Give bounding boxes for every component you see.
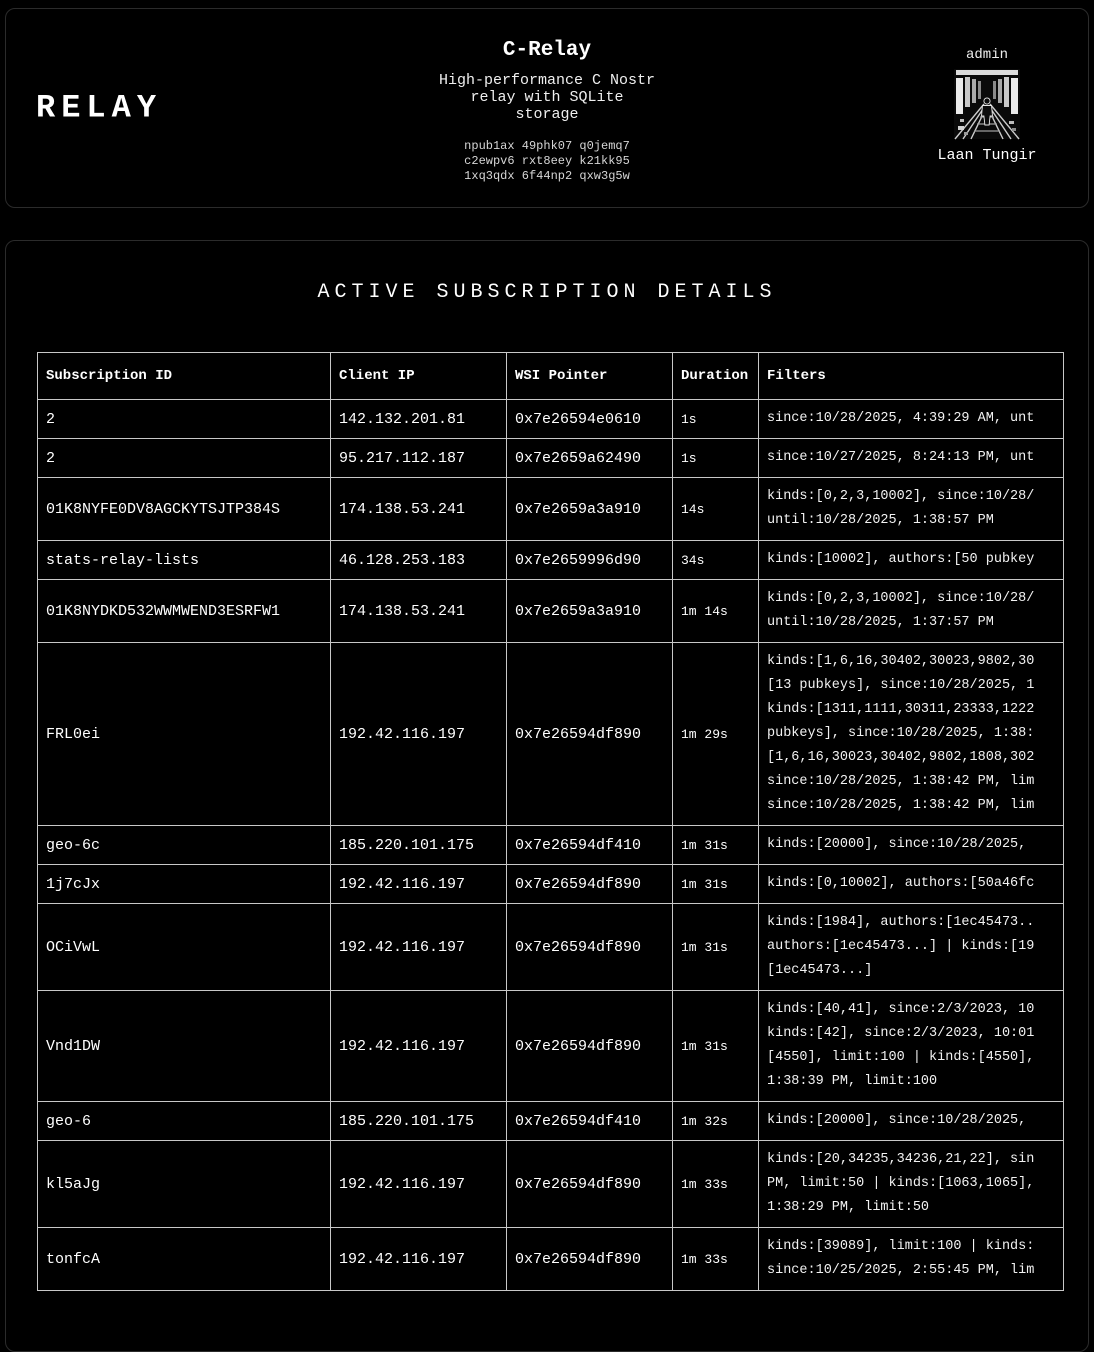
duration-cell: 1m 31s: [673, 865, 759, 904]
subscription-id-cell: 01K8NYFE0DV8AGCKYTSJTP384S: [38, 478, 331, 541]
admin-avatar-image: [954, 69, 1020, 139]
subscription-id-cell: FRL0ei: [38, 643, 331, 826]
wsi-pointer-cell: 0x7e26594df410: [507, 1102, 673, 1141]
relay-npub-line: npub1ax 49phk07 q0jemq7: [464, 139, 630, 153]
col-header-wsi-pointer: WSI Pointer: [507, 353, 673, 400]
filters-cell: [759, 643, 1064, 826]
duration-cell: 1m 32s: [673, 1102, 759, 1141]
filters-cell: [759, 1141, 1064, 1228]
filter-line: pubkeys], since:10/28/2025, 1:38:: [767, 726, 1035, 741]
col-header-subscription-id: Subscription ID: [38, 353, 331, 400]
wsi-pointer-cell: 0x7e26594df890: [507, 904, 673, 991]
table-row: [38, 439, 1064, 478]
filter-line: since:10/28/2025, 1:38:42 PM, lim: [767, 774, 1035, 789]
filter-line: since:10/28/2025, 1:38:42 PM, lim: [767, 798, 1035, 813]
subscription-id-cell: geo-6c: [38, 826, 331, 865]
filter-line: kinds:[39089], limit:100 | kinds:: [767, 1239, 1035, 1254]
table-row: [38, 904, 1064, 991]
relay-title: C-Relay: [502, 39, 592, 62]
admin-avatar[interactable]: [954, 69, 1020, 139]
client-ip-cell: 185.220.101.175: [331, 826, 507, 865]
filter-line: 1:38:39 PM, limit:100: [767, 1074, 938, 1089]
header-row: [38, 353, 1064, 400]
subscription-id-cell: geo-6: [38, 1102, 331, 1141]
filter-line: [4550], limit:100 | kinds:[4550],: [767, 1050, 1035, 1065]
client-ip-cell: 192.42.116.197: [331, 991, 507, 1102]
duration-cell: 1s: [673, 439, 759, 478]
client-ip-cell: 185.220.101.175: [331, 1102, 507, 1141]
client-ip-cell: 192.42.116.197: [331, 904, 507, 991]
wsi-pointer-cell: 0x7e2659a62490: [507, 439, 673, 478]
filter-line: 1:38:29 PM, limit:50: [767, 1200, 930, 1215]
filter-line: kinds:[0,2,3,10002], since:10/28/: [767, 489, 1035, 504]
filter-line: [13 pubkeys], since:10/28/2025, 1: [767, 678, 1035, 693]
filters-cell: [759, 904, 1064, 991]
filter-line: kinds:[1311,1111,30311,23333,1222: [767, 702, 1035, 717]
table-row: [38, 1141, 1064, 1228]
filters-cell: [759, 400, 1064, 439]
client-ip-cell: 192.42.116.197: [331, 1228, 507, 1291]
subscriptions-panel: [5, 240, 1089, 1352]
table-row: [38, 478, 1064, 541]
subscription-id-cell: 1j7cJx: [38, 865, 331, 904]
duration-cell: 1m 33s: [673, 1228, 759, 1291]
col-header-client-ip: Client IP: [331, 353, 507, 400]
duration-cell: 1m 14s: [673, 580, 759, 643]
filters-cell: [759, 580, 1064, 643]
filter-line: kinds:[20000], since:10/28/2025,: [767, 1113, 1027, 1128]
filter-line: kinds:[20000], since:10/28/2025,: [767, 837, 1027, 852]
admin-name: Laan Tungir: [937, 147, 1037, 164]
relay-subtitle-line: High-performance C Nostr: [438, 72, 656, 89]
table-row: [38, 643, 1064, 826]
wsi-pointer-cell: 0x7e26594df890: [507, 991, 673, 1102]
duration-cell: 1m 31s: [673, 904, 759, 991]
filter-line: kinds:[0,10002], authors:[50a46fc: [767, 876, 1035, 891]
wsi-pointer-cell: 0x7e26594df890: [507, 643, 673, 826]
table-row: [38, 991, 1064, 1102]
subscriptions-table: [37, 352, 1064, 1291]
subscription-id-cell: stats-relay-lists: [38, 541, 331, 580]
admin-section: [932, 47, 1042, 164]
filters-cell: [759, 1102, 1064, 1141]
table-row: [38, 1228, 1064, 1291]
wsi-pointer-cell: 0x7e2659996d90: [507, 541, 673, 580]
subscription-id-cell: tonfcA: [38, 1228, 331, 1291]
duration-cell: 1m 31s: [673, 991, 759, 1102]
client-ip-cell: 142.132.201.81: [331, 400, 507, 439]
admin-label: admin: [965, 47, 1008, 63]
filter-line: [1,6,16,30023,30402,9802,1808,302: [767, 750, 1035, 765]
relay-subtitle-line: storage: [515, 106, 579, 123]
client-ip-cell: 174.138.53.241: [331, 580, 507, 643]
wsi-pointer-cell: 0x7e26594df410: [507, 826, 673, 865]
header-panel: [5, 8, 1089, 208]
filter-line: kinds:[40,41], since:2/3/2023, 10: [767, 1002, 1035, 1017]
client-ip-cell: 192.42.116.197: [331, 865, 507, 904]
filter-line: kinds:[0,2,3,10002], since:10/28/: [767, 591, 1035, 606]
filter-line: [1ec45473...]: [767, 963, 873, 978]
col-header-filters: Filters: [759, 353, 1064, 400]
filters-cell: [759, 991, 1064, 1102]
relay-subtitle-line: relay with SQLite: [470, 89, 624, 106]
filters-cell: [759, 541, 1064, 580]
table-row: [38, 865, 1064, 904]
wsi-pointer-cell: 0x7e2659a3a910: [507, 580, 673, 643]
client-ip-cell: 174.138.53.241: [331, 478, 507, 541]
duration-cell: 14s: [673, 478, 759, 541]
subscriptions-table-body: [38, 400, 1064, 1291]
filter-line: kinds:[10002], authors:[50 pubkey: [767, 552, 1035, 567]
relay-npub-line: 1xq3qdx 6f44np2 qxw3g5w: [464, 169, 630, 183]
filter-line: kinds:[1,6,16,30402,30023,9802,30: [767, 654, 1035, 669]
client-ip-cell: 95.217.112.187: [331, 439, 507, 478]
duration-cell: 34s: [673, 541, 759, 580]
duration-cell: 1m 33s: [673, 1141, 759, 1228]
relay-npub-line: c2ewpv6 rxt8eey k21kk95: [464, 154, 630, 168]
duration-cell: 1m 29s: [673, 643, 759, 826]
subscription-id-cell: kl5aJg: [38, 1141, 331, 1228]
filters-cell: [759, 478, 1064, 541]
filter-line: kinds:[20,34235,34236,21,22], sin: [767, 1152, 1035, 1167]
wsi-pointer-cell: 0x7e26594e0610: [507, 400, 673, 439]
subscription-id-cell: 2: [38, 439, 331, 478]
subscription-id-cell: Vnd1DW: [38, 991, 331, 1102]
filter-line: kinds:[1984], authors:[1ec45473..: [767, 915, 1035, 930]
relay-subtitle: [407, 72, 687, 123]
subscriptions-title: ACTIVE SUBSCRIPTION DETAILS: [317, 281, 777, 304]
table-row: [38, 541, 1064, 580]
duration-cell: 1m 31s: [673, 826, 759, 865]
subscription-id-cell: 2: [38, 400, 331, 439]
table-row: [38, 580, 1064, 643]
filter-line: kinds:[42], since:2/3/2023, 10:01: [767, 1026, 1035, 1041]
filter-line: until:10/28/2025, 1:38:57 PM: [767, 513, 994, 528]
filter-line: since:10/25/2025, 2:55:45 PM, lim: [767, 1263, 1035, 1278]
col-header-duration: Duration: [673, 353, 759, 400]
filters-cell: [759, 826, 1064, 865]
wsi-pointer-cell: 0x7e26594df890: [507, 1141, 673, 1228]
table-row: [38, 1102, 1064, 1141]
subscription-id-cell: 01K8NYDKD532WWMWEND3ESRFW1: [38, 580, 331, 643]
filter-line: since:10/28/2025, 4:39:29 AM, unt: [767, 411, 1035, 426]
wsi-pointer-cell: 0x7e26594df890: [507, 1228, 673, 1291]
filter-line: since:10/27/2025, 8:24:13 PM, unt: [767, 450, 1035, 465]
relay-info: [407, 39, 687, 184]
subscription-id-cell: OCiVwL: [38, 904, 331, 991]
filters-cell: [759, 865, 1064, 904]
wsi-pointer-cell: 0x7e26594df890: [507, 865, 673, 904]
wsi-pointer-cell: 0x7e2659a3a910: [507, 478, 673, 541]
subscriptions-table-head: [38, 353, 1064, 400]
filters-cell: [759, 1228, 1064, 1291]
table-row: [38, 400, 1064, 439]
filters-cell: [759, 439, 1064, 478]
site-logo: RELAY: [36, 89, 163, 127]
filter-line: until:10/28/2025, 1:37:57 PM: [767, 615, 994, 630]
client-ip-cell: 46.128.253.183: [331, 541, 507, 580]
filter-line: PM, limit:50 | kinds:[1063,1065],: [767, 1176, 1035, 1191]
client-ip-cell: 192.42.116.197: [331, 643, 507, 826]
client-ip-cell: 192.42.116.197: [331, 1141, 507, 1228]
table-row: [38, 826, 1064, 865]
filter-line: authors:[1ec45473...] | kinds:[19: [767, 939, 1035, 954]
duration-cell: 1s: [673, 400, 759, 439]
relay-npub: [407, 139, 687, 184]
